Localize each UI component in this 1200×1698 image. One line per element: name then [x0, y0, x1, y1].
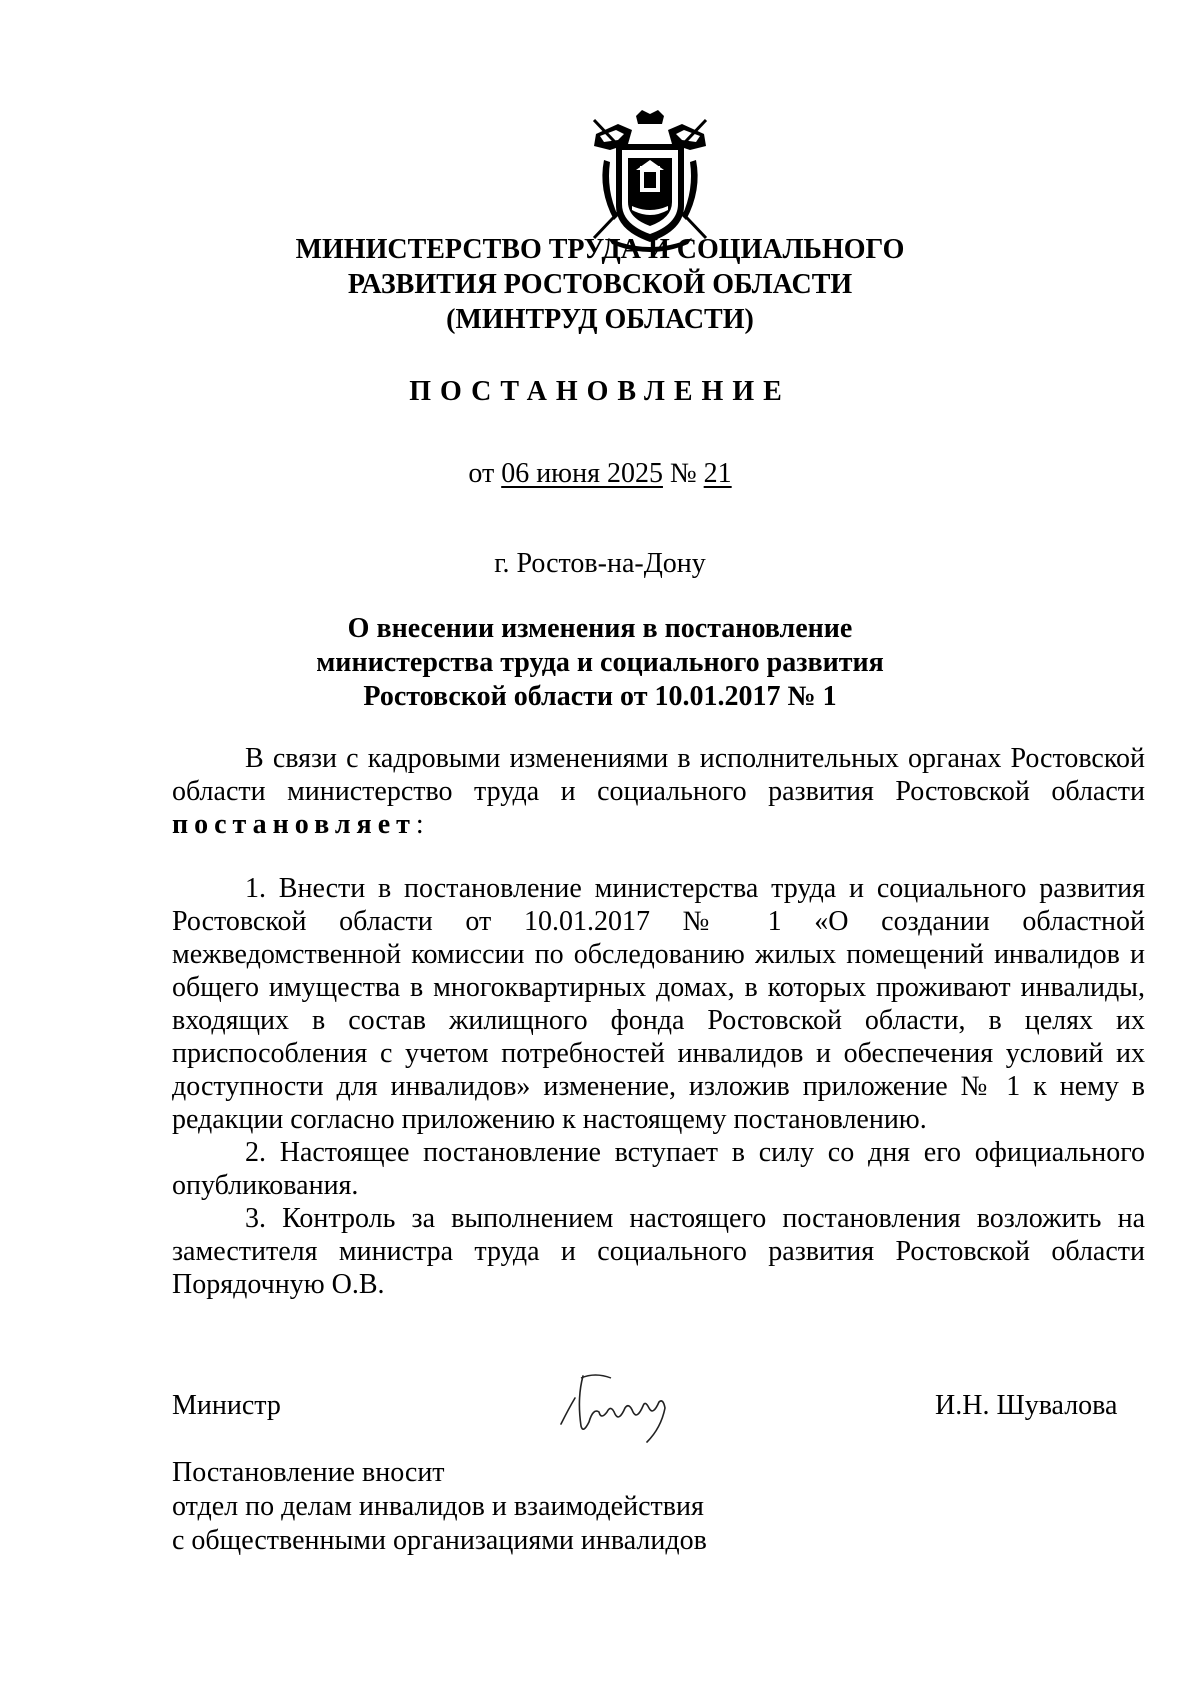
- ministry-header-line-2: РАЗВИТИЯ РОСТОВСКОЙ ОБЛАСТИ: [347, 269, 853, 300]
- footer-line-3: с общественными организациями инвалидов: [172, 1525, 707, 1556]
- ministry-header-line-1: МИНИСТЕРСТВО ТРУДА И СОЦИАЛЬНОГО: [295, 234, 905, 265]
- signatory-position: Министр: [172, 1390, 281, 1421]
- document-date-number: [0, 458, 1200, 490]
- document-number: 21: [703, 458, 732, 489]
- document-title-line-1: О внесении изменения в постановление: [347, 613, 853, 644]
- document-title-line-2: министерства труда и социального развития: [316, 647, 884, 678]
- footer-line-2: отдел по делам инвалидов и взаимодействия: [172, 1491, 704, 1522]
- rostov-oblast-coat-of-arms-icon: [588, 110, 712, 252]
- document-city: г. Ростов-на-Дону: [494, 548, 706, 579]
- document-date: 06 июня 2025: [501, 458, 663, 489]
- document-title: [0, 612, 1200, 714]
- handwritten-signature-icon: [555, 1368, 675, 1448]
- resolution-items: [172, 872, 1145, 1301]
- resolution-item-2: 2. Настоящее постановление вступает в силу со дня его официального опубликования.: [172, 1137, 1145, 1201]
- footer-line-1: Постановление вносит: [172, 1457, 445, 1488]
- preamble-emphasis: постановляет: [172, 809, 416, 840]
- ministry-header-line-3: (МИНТРУД ОБЛАСТИ): [446, 304, 754, 335]
- document-title-line-3: Ростовской области от 10.01.2017 № 1: [363, 681, 837, 712]
- preamble: [172, 742, 1145, 841]
- resolution-item-1: 1. Внести в постановление министерства труда и социального развития Ростовской области от 10.01.2017 № 1 «О создании областной межведомственной комиссии по обследованию жилых помещений инвалидов и общего имущества в многоквартирных домах, в которых проживают инвалиды, входящих в состав жилищного фонда Ростовской области, в целях их приспособления с учетом потребностей инвалидов и обеспечения условий их доступности для инвалидов» изменение, изложив приложение № 1 к нему в редакции согласно приложению к настоящему постановлению.: [172, 873, 1145, 1135]
- number-sign: №: [669, 458, 697, 489]
- document-type: ПОСТАНОВЛЕНИЕ: [409, 376, 791, 407]
- resolution-item-3: 3. Контроль за выполнением настоящего постановления возложить на заместителя министра труда и социального развития Ростовской области Порядочную О.В.: [172, 1203, 1145, 1300]
- preamble-text: В связи с кадровыми изменениями в исполнительных органах Ростовской области министерство труда и социального развития Ростовской области: [172, 743, 1145, 807]
- ministry-header: [0, 232, 1200, 337]
- date-prefix: от: [468, 458, 495, 489]
- preamble-paragraph: [172, 742, 1145, 841]
- submitted-by-note: [172, 1456, 707, 1558]
- signatory-name: И.Н. Шувалова: [935, 1390, 1118, 1421]
- preamble-suffix: :: [415, 809, 424, 840]
